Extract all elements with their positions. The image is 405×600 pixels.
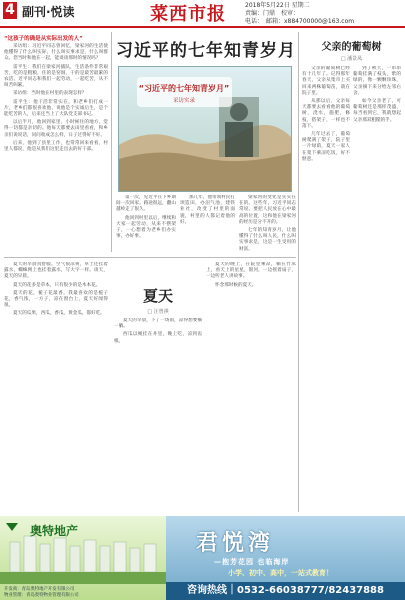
page-header — [0, 0, 405, 28]
summer-article-header — [118, 285, 198, 315]
mid-paragraph: 他回到村里以后，继续和大家一起劳动，从来不摆架子，一心想着为老乡们办实事、办好事。 — [116, 215, 176, 240]
feature-mid-column — [116, 195, 176, 255]
cover-title: “习近平的七年知青岁月” — [138, 84, 230, 93]
grape-paragraph: 几年过去了，葡萄树爬满了架子，院子里一片绿荫，夏天一家人在架下乘凉吃饭，好不惬意。 — [302, 132, 350, 162]
section-title: 副刊·悦读 — [22, 5, 75, 19]
left-paragraph: 雷平生：他干活非常实在，和老乡们打成一片，老乡们都很喜欢他，说他是个实诚后生，是个能吃苦的人，后来还当上了大队党支部书记。 — [4, 99, 108, 118]
ad-right-hotline: 咨询热线｜0532-66038777/82437888 — [166, 582, 405, 600]
feature-mid-column-2 — [180, 195, 235, 255]
summer-paragraph: 夏天的瓜果，西瓜，香瓜，黄金瓜，都好吃。 — [13, 311, 105, 317]
summer-article-title: 夏天 — [142, 287, 173, 305]
cover-subtitle: 采访实录 — [172, 98, 196, 104]
feature-right-sub-column — [239, 195, 296, 255]
book-cover-illustration — [119, 67, 291, 191]
left-paragraph: 以后半月，他回到家里，小时候住的地方，觉得一切都是亲切的。他每天都要去田里看看，和乡亲们说说话，问问收成怎么样，日子过得好不好。 — [4, 120, 108, 138]
editor-line: 责编：门鼎 校审： — [245, 10, 300, 17]
page-number: 4 — [3, 2, 17, 19]
grape-article-title: 父亲的葡萄树 — [321, 42, 382, 53]
ad-right-brand: 君悦湾 — [196, 530, 275, 556]
summer-article-author: □ 汪曾祺 — [147, 309, 169, 315]
summer-paragraph: 夏天的早晨真舒服。空气很凉爽，草上还挂着露水，蜘蛛网上也挂着露水，写大字一样。谈天，夏天的早晨。 — [4, 262, 108, 280]
summer-paragraph: 夏天的花，栀子花最香，我最喜欢的是栀子花，香气浓，一方子，凉在窗台上，夏天好闻得很。 — [4, 290, 108, 309]
column-divider — [298, 32, 299, 512]
header-meta — [245, 2, 354, 26]
date-line: 2018年5月22日 星期二 — [245, 2, 310, 9]
summer-col-2 — [114, 318, 202, 512]
section-divider — [4, 257, 296, 258]
grape-paragraph: 到了秋天，一串串葡萄挂满了枝头，紫的绿的，像一颗颗珍珠，父亲摘下来分给左邻右舍。 — [353, 66, 401, 96]
right-paragraph: 梁家河的变化是实实在在的。这些年，习近平同志常说，要把人民放在心中最高的位置，这和他在梁家河的经历是分不开的。 — [239, 195, 296, 225]
left-heading: “这孩子的确是从实际出发的人” — [4, 36, 83, 42]
ad-left-line: 物业管理：青岛奥特物业管理有限公司 — [4, 593, 79, 598]
grape-paragraph: 父亲的葡萄树已经有十几年了。记得那年春天，父亲从集市上买回来两株葡萄苗，栽在院子里。 — [302, 66, 350, 96]
grape-article-col-1 — [302, 66, 350, 512]
summer-col-3 — [206, 262, 296, 512]
summer-paragraph: 怀念那时候的夏天。 — [215, 282, 257, 288]
real-estate-ad-right[interactable] — [166, 516, 405, 600]
book-cover-image — [118, 66, 292, 192]
mid-paragraph: 第一次，见近平在下乡期间一次回家。路途很远，翻山越岭走了很久。 — [116, 195, 176, 213]
grape-article-col-2 — [353, 66, 401, 512]
column-divider — [111, 32, 112, 252]
ad-left-line: 开发商：青岛奥特地产开发有限公司 — [4, 587, 75, 592]
brand-emblem-icon — [6, 523, 18, 531]
grape-paragraph: 如今父亲老了，可葡萄树还是那样茂盛，每当看到它，我就想起父亲那双粗糙的手。 — [353, 99, 401, 123]
feature-title: 习近平的七年知青岁月 — [116, 41, 296, 61]
right-paragraph: 七年的知青岁月，让他懂得了什么叫人民，什么叫实事求是，这是一生受用的财富。 — [239, 228, 296, 252]
summer-col-1 — [4, 262, 108, 512]
summer-paragraph: 夏天的早晨，下了一场雨，凉得想要躺一躺。 — [114, 318, 202, 330]
left-paragraph: 采访组：当时他在村里的表现怎样？ — [13, 91, 87, 97]
summer-paragraph: 夏天的晚上，在院里乘凉，躺在竹床上，看天上的星星，银河，一边摇着扇子，一边听老人讲故事。 — [206, 262, 296, 280]
grape-article-header — [300, 38, 403, 62]
mid-paragraph: 那几年，他带领村民打坝造田，办沼气池，建铁业社，改变了村里的面貌，村里的人都记着他的好。 — [180, 195, 235, 225]
ad-right-schools: 小学、初中、高中，一站式教育！ — [228, 569, 333, 577]
ad-left-logo: 奥特地产 — [30, 524, 79, 538]
grape-paragraph: 从那以后，父亲每天都要去看看他的葡萄树，浇水，施肥，修枝，搭架子，一样也不落下。 — [302, 99, 350, 129]
real-estate-ad-left[interactable] — [0, 516, 166, 600]
summer-paragraph: 西瓜以绳挂在井里，晚上吃，凉到齿根。 — [114, 332, 202, 344]
feature-left-column — [4, 34, 108, 248]
grape-article-author: □ 潘景凤 — [340, 56, 363, 62]
ad-right-slogan: —抱芳花园 也临海岸 — [214, 558, 290, 566]
summer-paragraph: 夏天的花多是草本，只有很少的是木本花。 — [13, 282, 101, 288]
email-line: 电话： 邮箱：x884700000@163.com — [245, 18, 355, 25]
left-paragraph: 雷平生：我们在梁家河插队，生活条件非常艰苦，吃的是粗粮，住的是窑洞，干的是最苦最累的农活。近平同志和我们一起劳动，一起吃苦，从不叫苦叫累。 — [4, 64, 108, 89]
left-paragraph: 后来，他到了县里工作，也常常回来看看，村里人都说，他是从我们这里走出去的好干部。 — [4, 140, 108, 153]
left-paragraph: 采访组：习近平同志曾回忆，梁家河的生活使他懂得了什么叫实际，什么叫实事求是，什么叫群众。您当时和他在一起，能谈谈那时的情况吗？ — [4, 44, 108, 62]
advertisement-area — [0, 516, 405, 600]
newspaper-logo: 菜西市报 — [150, 4, 226, 25]
